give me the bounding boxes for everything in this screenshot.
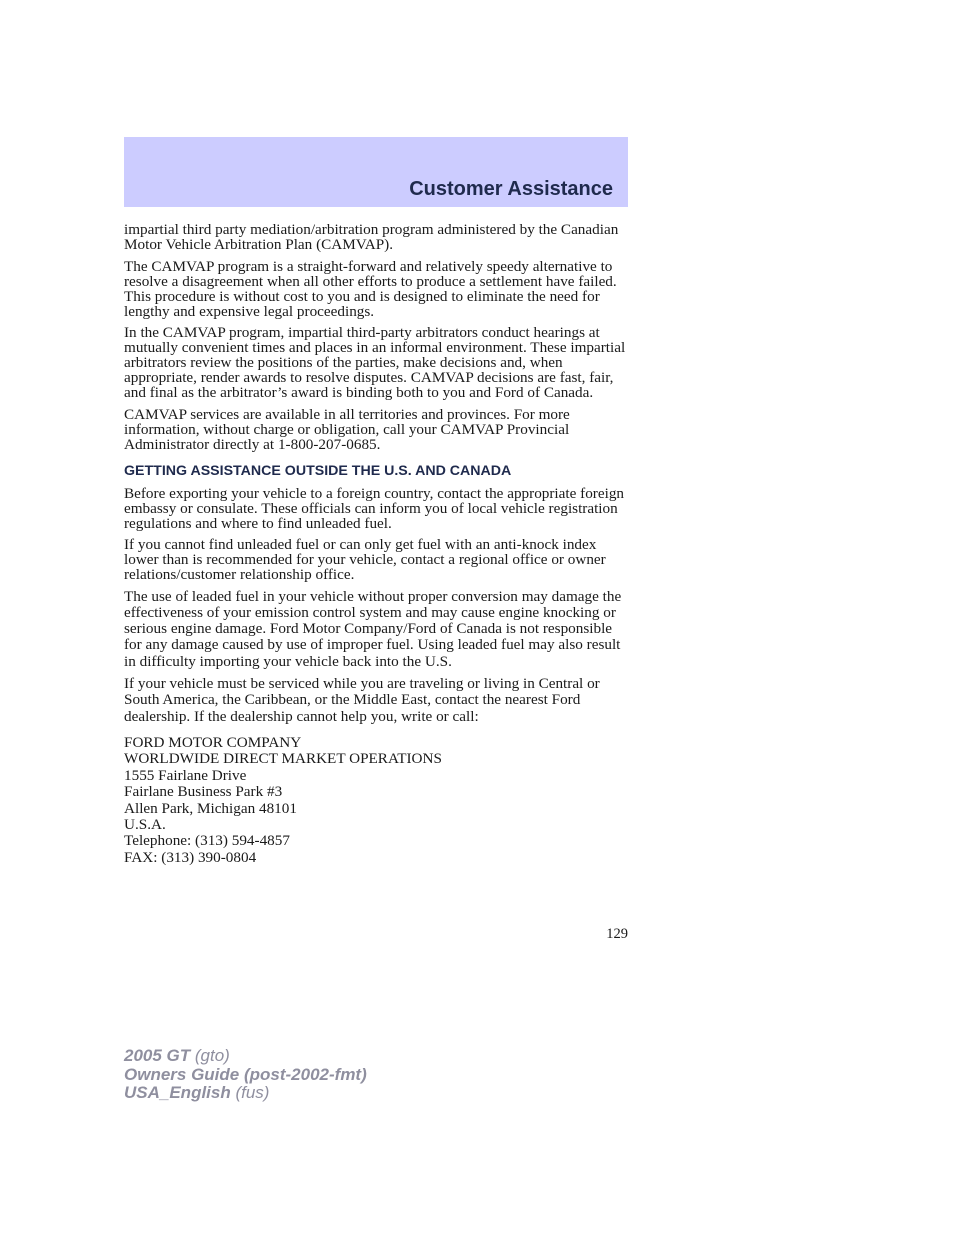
footer-language: USA_English xyxy=(124,1083,231,1102)
contact-address xyxy=(124,735,628,866)
footer-line-language xyxy=(124,1084,367,1103)
address-line: Fairlane Business Park #3 xyxy=(124,783,283,801)
address-line: FORD MOTOR COMPANY xyxy=(124,733,302,751)
footer-line-model xyxy=(124,1047,367,1066)
document-footer xyxy=(124,1047,367,1103)
paragraph: If you cannot find unleaded fuel or can only get fuel with an anti-knock index lower than is recommended for your vehicle, contact a regional office or owner relations/customer relationship office. xyxy=(124,536,606,583)
address-line: 1555 Fairlane Drive xyxy=(124,766,247,784)
telephone-line: Telephone: (313) 594-4857 xyxy=(124,832,290,850)
page-content xyxy=(124,222,628,866)
footer-guide: Owners Guide (post-2002-fmt) xyxy=(124,1064,367,1084)
paragraph: If your vehicle must be serviced while you are traveling or living in Central or South America, the Caribbean, or the Middle East, contact the nearest Ford dealership. If the dealership cannot help you, write or call: xyxy=(124,674,600,725)
section-title: Customer Assistance xyxy=(409,178,613,200)
footer-language-code: (fus) xyxy=(230,1083,270,1102)
footer-line-guide xyxy=(124,1066,367,1085)
fax-line: FAX: (313) 390-0804 xyxy=(124,848,257,866)
address-line: U.S.A. xyxy=(124,815,166,833)
address-line: Allen Park, Michigan 48101 xyxy=(124,799,297,817)
paragraph: Before exporting your vehicle to a foreign country, contact the appropriate foreign embassy or consulate. These officials can inform you of local vehicle registration regulations and where to find unleaded fuel. xyxy=(124,484,625,532)
address-line: WORLDWIDE DIRECT MARKET OPERATIONS xyxy=(124,750,442,768)
paragraph: The use of leaded fuel in your vehicle without proper conversion may damage the effectiveness of your emission control system and may cause engine knocking or serious engine damage. Ford Motor Company/Ford of Canada is not responsible for any damage caused by use of improper fuel. Using leaded fuel may also result in difficulty importing your vehicle back into the U.S. xyxy=(124,587,622,670)
paragraph: CAMVAP services are available in all territories and provinces. For more information, without charge or obligation, call your CAMVAP Provincial Administrator directly at 1-800-207-0685. xyxy=(124,405,570,453)
page-number: 129 xyxy=(606,926,628,942)
subheading: GETTING ASSISTANCE OUTSIDE THE U.S. AND CANADA xyxy=(124,462,512,479)
paragraph: impartial third party mediation/arbitration program administered by the Canadian Motor Vehicle Arbitration Plan (CAMVAP). xyxy=(124,221,619,253)
paragraph: The CAMVAP program is a straight-forward and relatively speedy alternative to resolve a disagreement when all other efforts to produce a settlement have failed. This procedure is without cost to you and is designed to eliminate the need for lengthy and expensive legal proceedings. xyxy=(124,257,617,320)
footer-model: 2005 GT xyxy=(124,1046,191,1065)
paragraph: In the CAMVAP program, impartial third-party arbitrators conduct hearings at mutually convenient times and places in an informal environment. These impartial arbitrators review the positions of the parties, make decisions and, when appropriate, render awards to resolve disputes. CAMVAP decisions are fast, fair, and final as the arbitrator’s award is binding both to you and Ford of Canada. xyxy=(124,324,626,401)
section-header-band xyxy=(124,137,628,207)
footer-model-code: (gto) xyxy=(190,1046,230,1065)
